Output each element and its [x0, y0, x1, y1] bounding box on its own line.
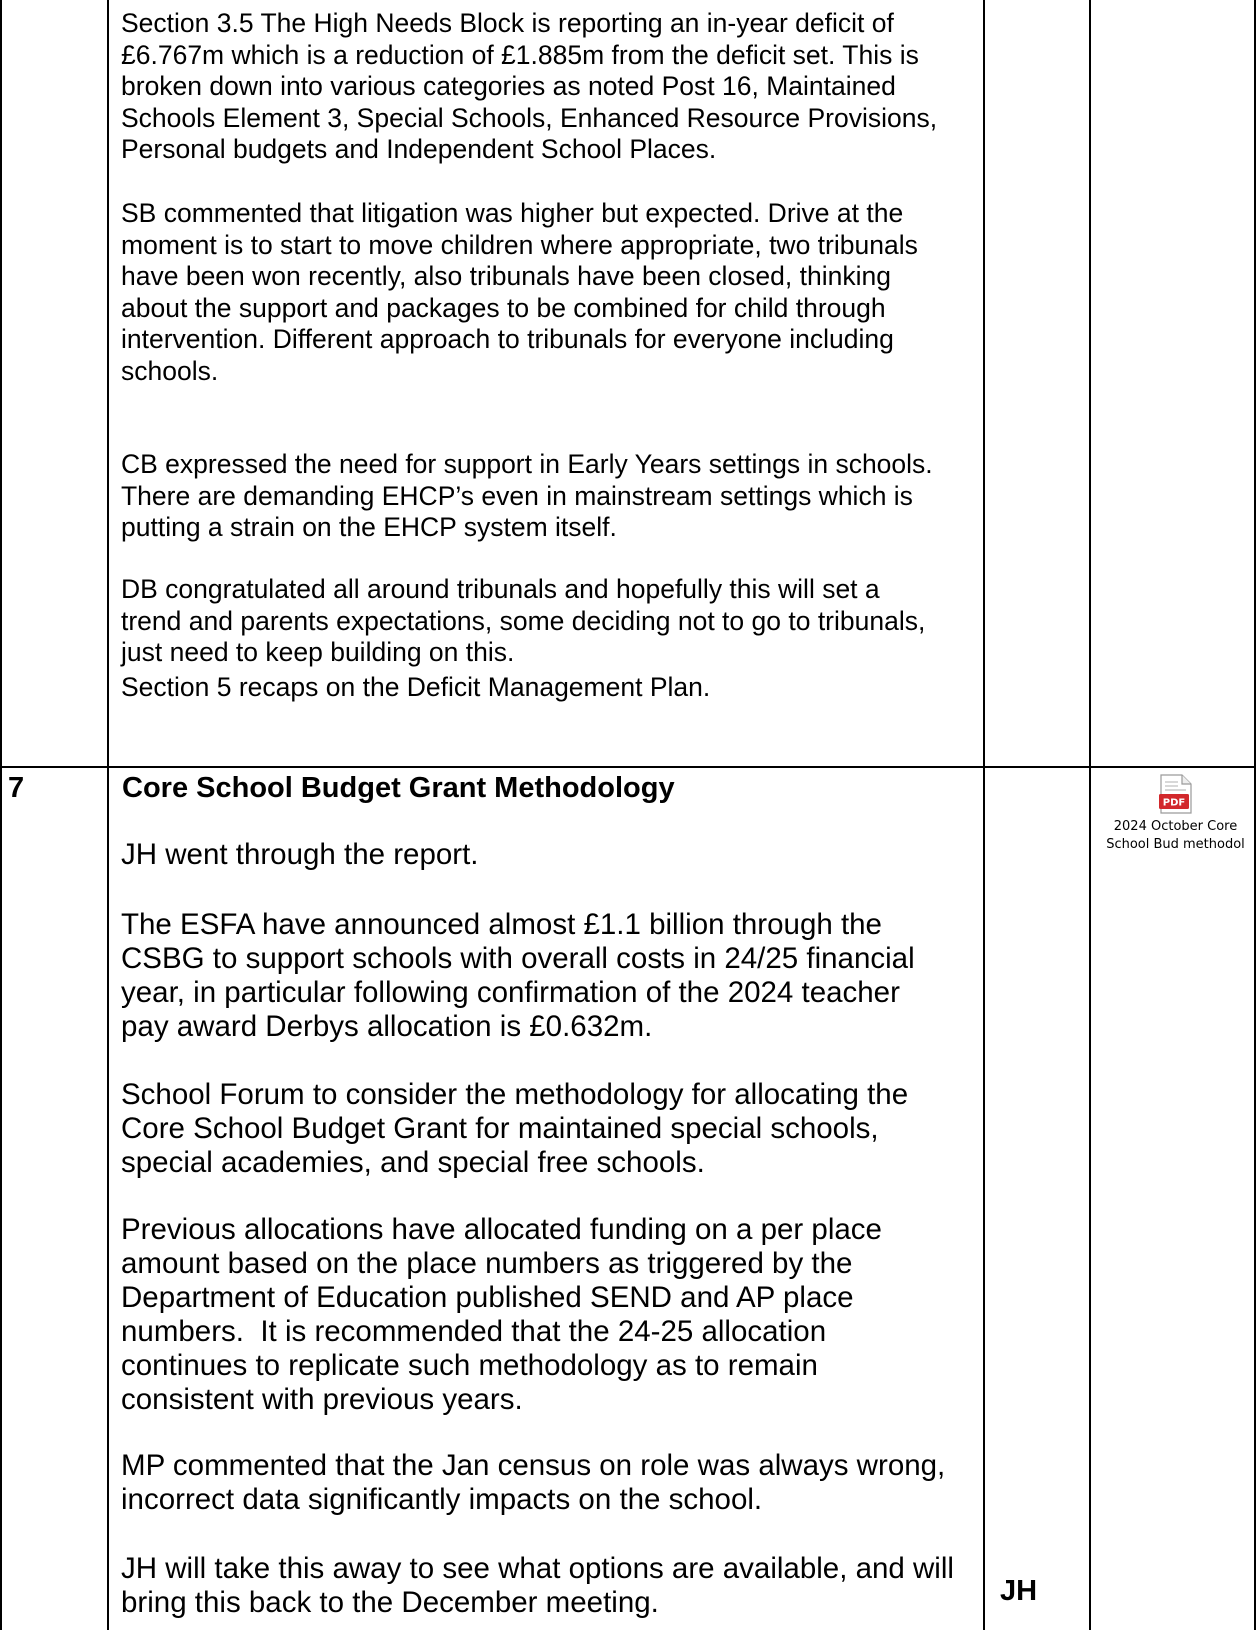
attachment-caption-line2: School Bud methodol: [1106, 837, 1245, 852]
paragraph-jh-report: JH went through the report.: [121, 838, 479, 871]
paragraph-mp-comment: MP commented that the Jan census on role was always wrong, incorrect data significantly impacts on the school.: [121, 1449, 946, 1516]
item-number: 7: [8, 772, 25, 804]
paragraph-sb-comment: SB commented that litigation was higher but expected. Drive at the moment is to start to move children where appropriate, two tribunals have been won recently, also tribunals have been closed, thinking about the support and packages to be combined for child through intervention. Different approach to tribunals for everyone including schools.: [121, 198, 918, 386]
paragraph-school-forum: School Forum to consider the methodology for allocating the Core School Budget Grant for maintained special schools, special academies, and special free schools.: [121, 1078, 909, 1179]
table-border-item-col: [107, 0, 109, 1630]
table-border-left: [0, 0, 2, 1630]
svg-text:PDF: PDF: [1162, 797, 1185, 809]
paragraph-db-comment: DB congratulated all around tribunals and hopefully this will set a trend and parents expectations, some deciding not to go to tribunals, just need to keep building on this.: [121, 574, 926, 668]
paragraph-section-5: Section 5 recaps on the Deficit Management Plan.: [121, 672, 711, 702]
table-border-attach-col: [1089, 0, 1091, 1630]
attachment-caption-line1: 2024 October Core: [1113, 819, 1238, 834]
table-border-action-col: [983, 0, 985, 1630]
action-owner: JH: [1000, 1575, 1038, 1607]
paragraph-esfa: The ESFA have announced almost £1.1 billion through the CSBG to support schools with overall costs in 24/25 financial year, in particular following confirmation of the 2024 teacher pay award Derbys allocation is £0.632m.: [121, 908, 915, 1043]
item-heading: Core School Budget Grant Methodology: [122, 772, 675, 804]
paragraph-jh-action: JH will take this away to see what options are available, and will bring this back to the December meeting.: [121, 1552, 954, 1619]
pdf-file-icon: [1159, 774, 1193, 814]
paragraph-previous-allocations: Previous allocations have allocated funding on a per place amount based on the place numbers as triggered by the Department of Education published SEND and AP place numbers. It is recommended that the 24-25 allocation continues to replicate such methodology as to remain consistent with previous years.: [121, 1213, 882, 1416]
paragraph-cb-comment: CB expressed the need for support in Early Years settings in schools. There are demanding EHCP’s even in mainstream settings which is putting a strain on the EHCP system itself.: [121, 449, 933, 543]
table-border-right: [1254, 0, 1256, 1630]
pdf-attachment[interactable]: [1098, 774, 1253, 854]
paragraph-high-needs-block: Section 3.5 The High Needs Block is reporting an in-year deficit of £6.767m which is a reduction of £1.885m from the deficit set. This is broken down into various categories as noted Post 16, Maintained Schools Element 3, Special Schools, Enhanced Resource Provisions, Personal budgets and Independent School Places.: [121, 8, 938, 165]
table-row-divider: [0, 766, 1256, 768]
